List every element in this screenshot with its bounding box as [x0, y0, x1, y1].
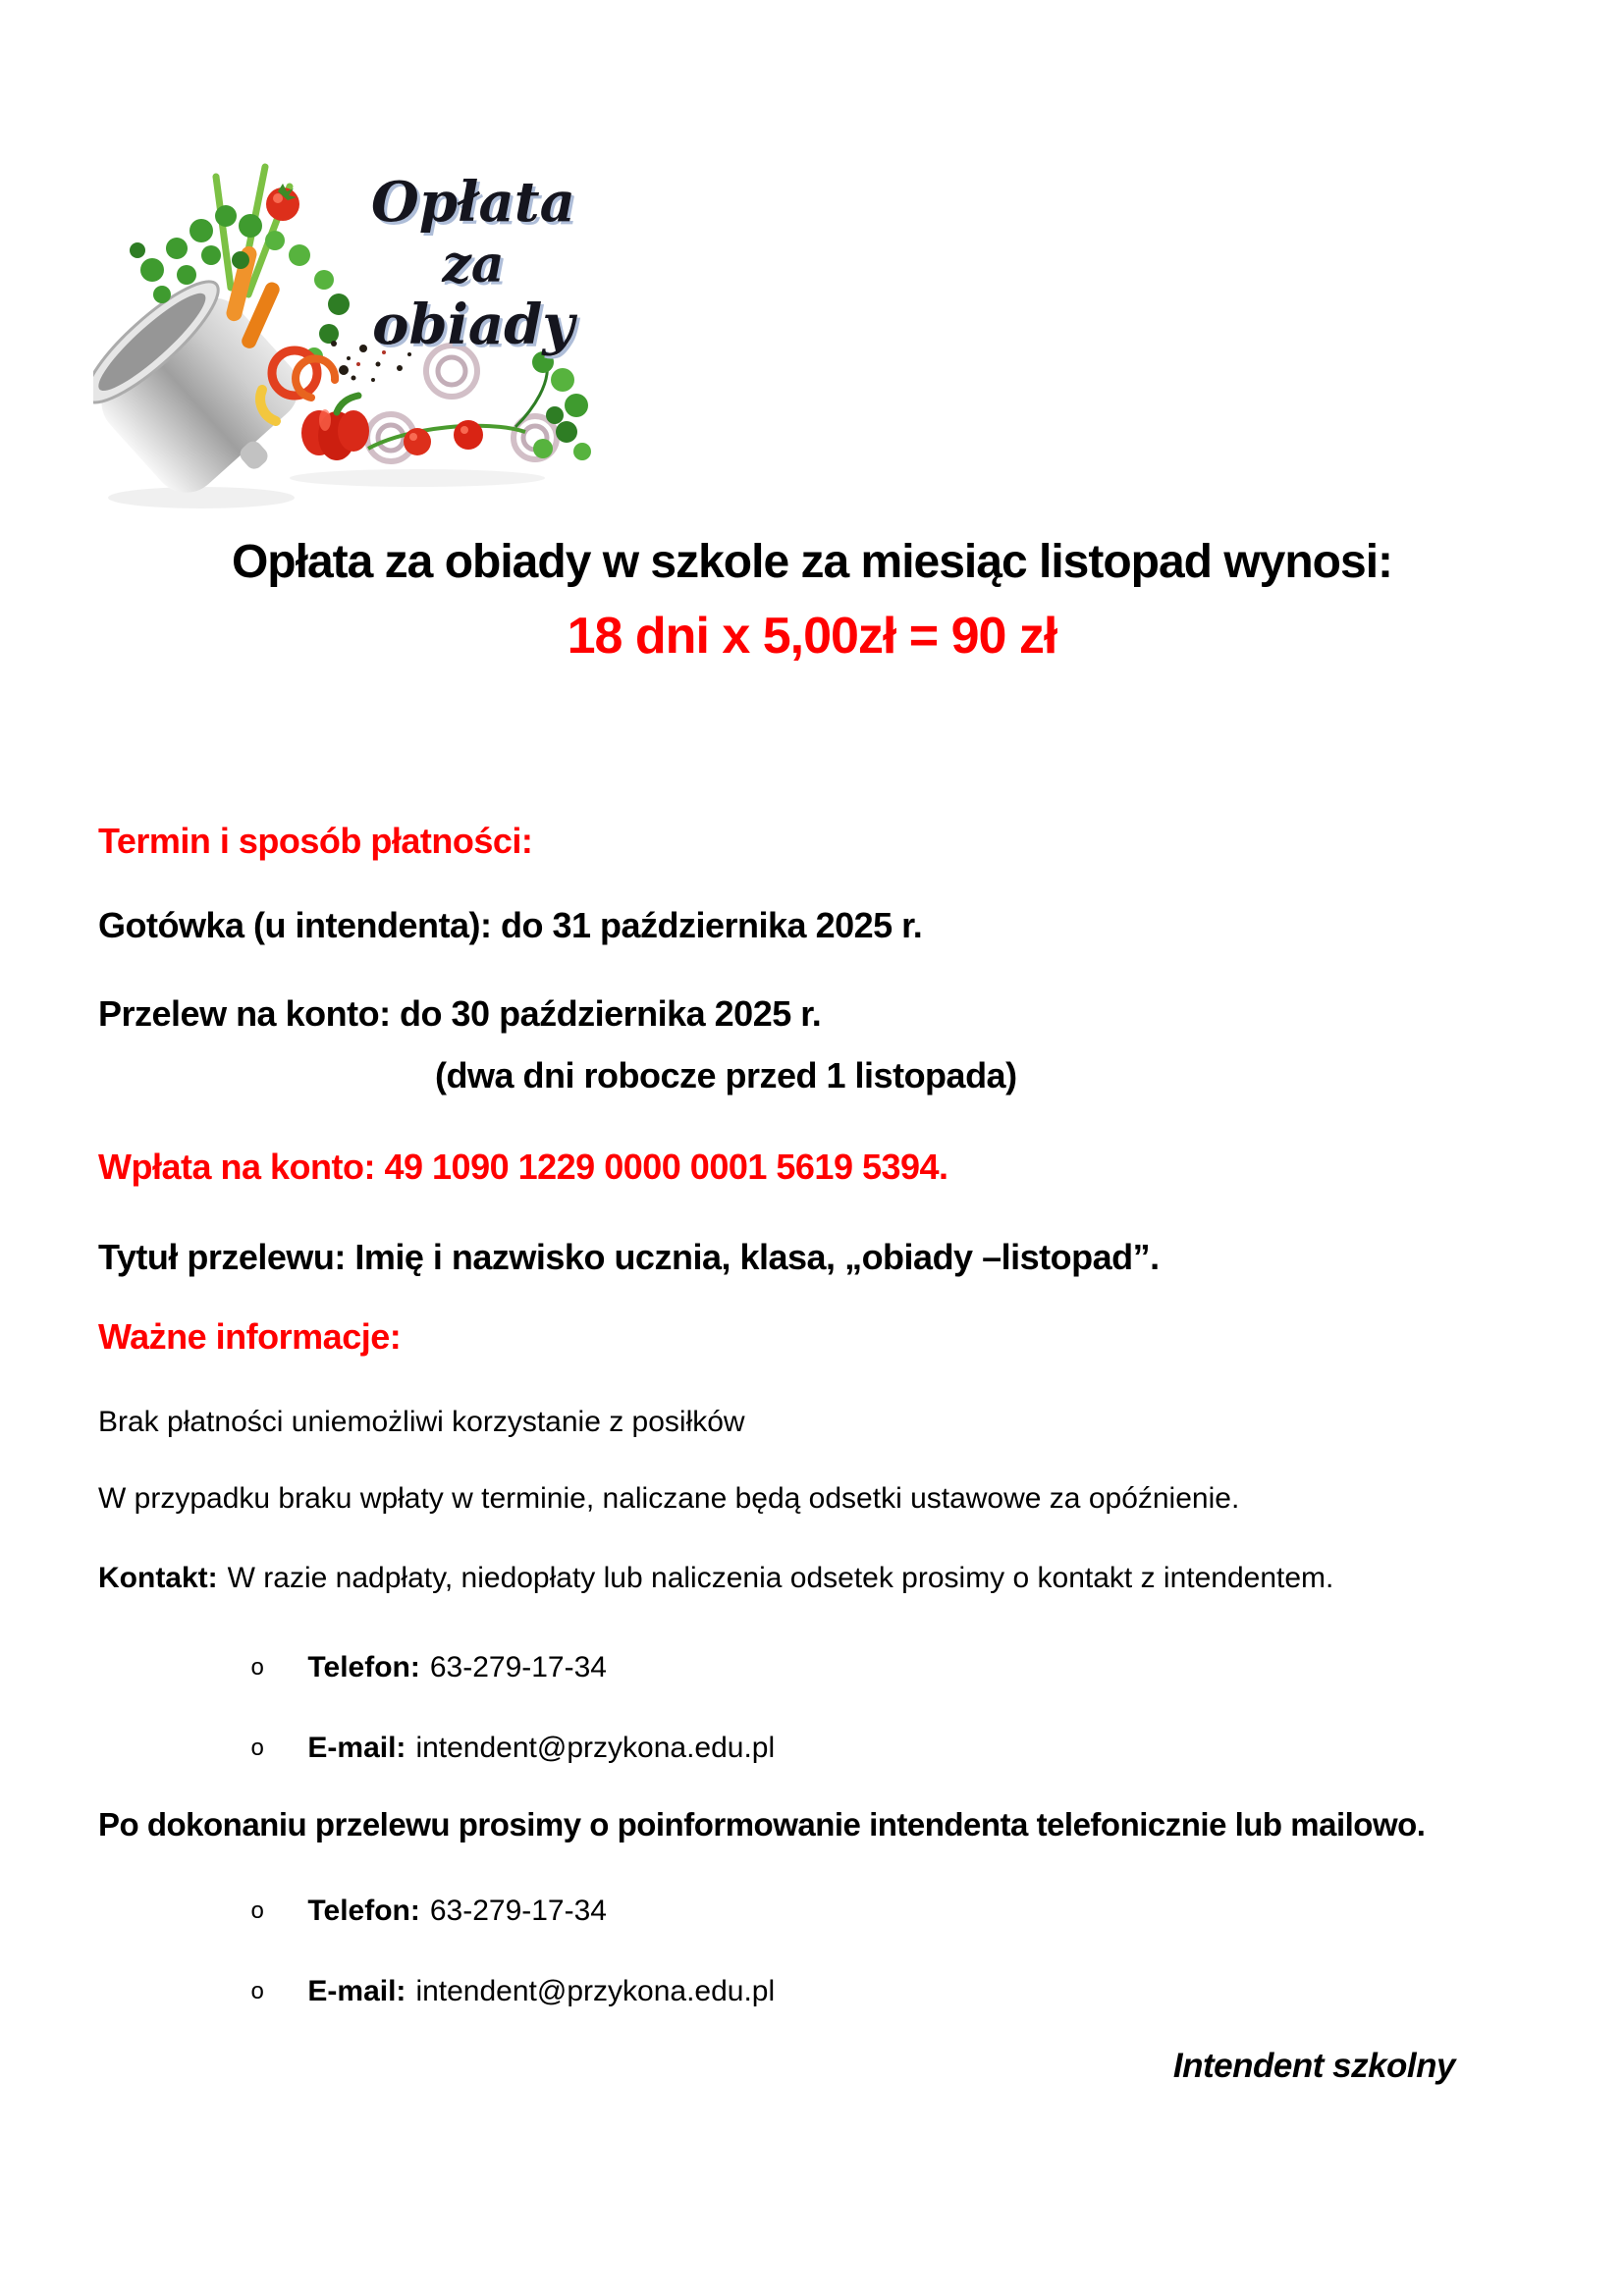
phone-label: Telefon:: [307, 1895, 420, 1927]
phone-value: 63-279-17-34: [429, 1651, 607, 1683]
phone-list-item: [250, 1651, 607, 1684]
bullet-icon: o: [250, 1980, 265, 2006]
payment-heading: Termin i sposób płatności:: [98, 821, 533, 861]
clipart-title-line1: Opłata: [371, 170, 575, 235]
phone-value: 63-279-17-34: [429, 1895, 607, 1927]
reflection-shadow: [290, 469, 545, 487]
account-number-line: Wpłata na konto: 49 1090 1229 0000 0001 5619 5394.: [98, 1147, 948, 1187]
price-line: 18 dni x 5,00zł = 90 zł: [567, 608, 1057, 665]
email-list-item: [250, 1732, 775, 1765]
contact-label: Kontakt:: [98, 1562, 218, 1594]
transfer-title-line: Tytuł przelewu: Imię i nazwisko ucznia, klasa, „obiady –listopad”.: [98, 1237, 1160, 1277]
info-heading: Ważne informacje:: [98, 1316, 402, 1357]
reflection-shadow: [108, 487, 295, 508]
contact-text: W razie nadpłaty, niedopłaty lub naliczenia odsetek prosimy o kontakt z intendentem.: [227, 1562, 1334, 1594]
bullet-icon: o: [250, 1899, 265, 1926]
phone-label: Telefon:: [307, 1651, 420, 1683]
signature: Intendent szkolny: [1172, 2047, 1455, 2085]
page-title: Opłata za obiady w szkole za miesiąc listopad wynosi:: [231, 536, 1393, 588]
header-illustration: [93, 133, 682, 535]
contact-note: [98, 1562, 1333, 1595]
email-list-item: [250, 1975, 775, 2008]
bullet-icon: o: [250, 1656, 265, 1682]
bullet-icon: o: [250, 1736, 265, 1763]
clipart-title-line3: obiady: [372, 293, 574, 357]
bell-pepper: [301, 396, 369, 460]
transfer-deadline-line: Przelew na konto: do 30 października 2025 r.: [98, 993, 822, 1034]
email-value: intendent@przykona.edu.pl: [415, 1732, 776, 1764]
email-label: E-mail:: [307, 1975, 406, 2007]
interest-note: W przypadku braku wpłaty w terminie, naliczane będą odsetki ustawowe za opóźnienie.: [98, 1482, 1240, 1515]
phone-list-item: [250, 1895, 607, 1928]
clipart-title: [371, 170, 577, 357]
after-transfer-note: Po dokonaniu przelewu prosimy o poinformowanie intendenta telefonicznie lub mailowo.: [98, 1806, 1426, 1842]
no-payment-note: Brak płatności uniemożliwi korzystanie z posiłków: [98, 1406, 745, 1438]
cash-deadline-line: Gotówka (u intendenta): do 31 października 2025 r.: [98, 905, 923, 945]
email-label: E-mail:: [307, 1732, 406, 1764]
email-value: intendent@przykona.edu.pl: [415, 1975, 776, 2007]
transfer-note-line: (dwa dni robocze przed 1 listopada): [435, 1055, 1017, 1095]
clipart-title-line2: za: [442, 235, 505, 294]
